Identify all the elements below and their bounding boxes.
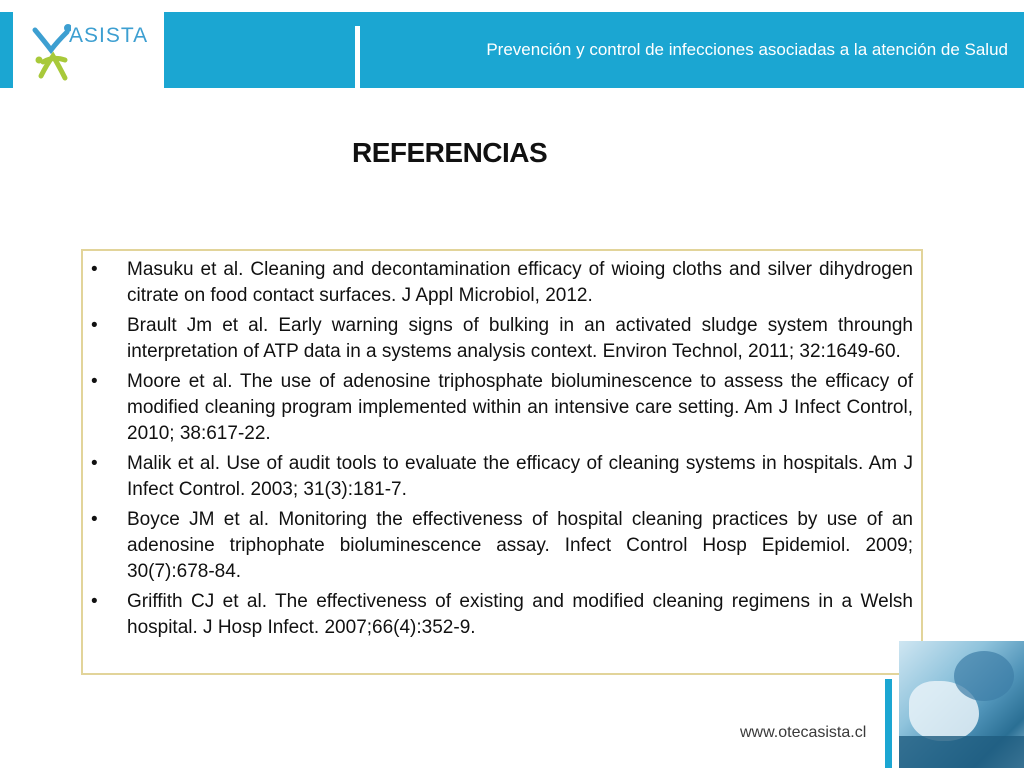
header-divider <box>355 26 360 88</box>
logo-text: ASISTA <box>69 24 149 47</box>
reference-item <box>83 451 913 503</box>
photo-shape <box>899 736 1024 768</box>
footer-website-link[interactable]: www.otecasista.cl <box>740 724 867 741</box>
reference-item <box>83 257 913 309</box>
header-tagline: Prevención y control de infecciones asociadas a la atención de Salud <box>486 40 1008 59</box>
reference-item <box>83 589 913 641</box>
asista-logo-icon <box>31 20 71 84</box>
reference-item <box>83 507 913 585</box>
bullet-icon: • <box>91 591 98 612</box>
page-title: REFERENCIAS <box>352 137 548 168</box>
photo-shape <box>954 651 1014 701</box>
reference-text: Masuku et al. Cleaning and decontamination efficacy of wioing cloths and silver dihydrogen citrate on food contact surfaces. J Appl Microbiol, 2012. <box>127 259 913 306</box>
header-band <box>164 12 1024 88</box>
logo[interactable] <box>13 12 163 88</box>
reference-text: Moore et al. The use of adenosine triphosphate bioluminescence to assess the efficacy of modified cleaning program implemented within an intensive care setting. Am J Infect Control, 2010; 38:617-22. <box>127 371 913 444</box>
header-left-accent-bar <box>0 12 13 88</box>
bullet-icon: • <box>91 453 98 474</box>
references-list <box>83 251 921 641</box>
reference-item <box>83 313 913 365</box>
reference-text: Griffith CJ et al. The effectiveness of existing and modified cleaning regimens in a Welsh hospital. J Hosp Infect. 2007;66(4):352-9. <box>127 591 913 638</box>
bullet-icon: • <box>91 259 98 280</box>
bullet-icon: • <box>91 371 98 392</box>
footer-medical-photo <box>899 641 1024 768</box>
reference-item <box>83 369 913 447</box>
reference-text: Brault Jm et al. Early warning signs of bulking in an activated sludge system throungh interpretation of ATP data in a systems analysis context. Environ Technol, 2011; 32:1649-60. <box>127 315 913 362</box>
bullet-icon: • <box>91 315 98 336</box>
reference-text: Malik et al. Use of audit tools to evaluate the efficacy of cleaning systems in hospitals. Am J Infect Control. 2003; 31(3):181-7. <box>127 453 913 500</box>
footer-accent-bar <box>885 679 892 768</box>
references-box <box>81 249 923 675</box>
reference-text: Boyce JM et al. Monitoring the effectiveness of hospital cleaning practices by use of an adenosine triphophate bioluminescence assay. Infect Control Hosp Epidemiol. 2009; 30(7):678-84. <box>127 509 913 582</box>
bullet-icon: • <box>91 509 98 530</box>
